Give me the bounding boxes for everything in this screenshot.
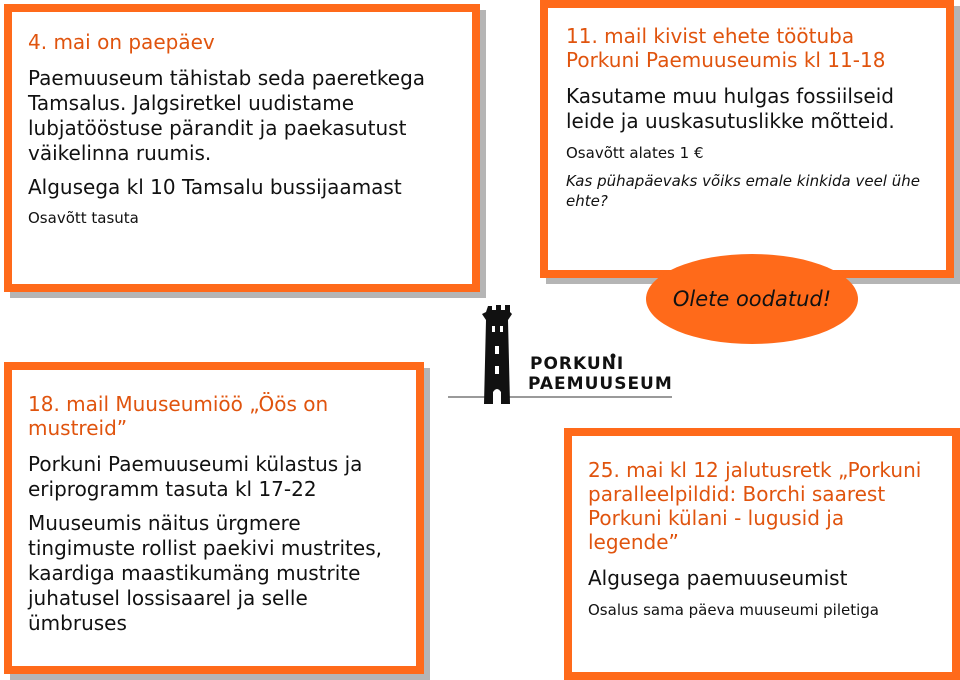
event-card-paepaev bbox=[4, 4, 480, 292]
event-tagline: Kas pühapäevaks võiks emale kinkida veel ühe ehte? bbox=[566, 172, 920, 210]
event-card-walk bbox=[564, 428, 960, 680]
event-title: 18. mail Muuseumiöö „Öös on mustreid” bbox=[28, 392, 329, 440]
welcome-bubble bbox=[646, 254, 858, 344]
event-start-info: Algusega paemuuseumist bbox=[588, 566, 848, 590]
event-price: Osalus sama päeva muuseumi piletiga bbox=[588, 601, 879, 619]
event-card-museum-night bbox=[4, 362, 424, 674]
event-description: Paemuuseum tähistab seda paeretkega Tamsalus. Jalgsiretkel uudistame lubjatööstuse pärandit ja paekasutust väikelinna ruumis. bbox=[28, 66, 426, 165]
event-price: Osavõtt alates 1 € bbox=[566, 144, 704, 162]
event-description: Kasutame muu hulgas fossiilseid leide ja uuskasutuslikke mõtteid. bbox=[566, 84, 895, 133]
event-title: 25. mai kl 12 jalutusretk „Porkuni paralleelpildid: Borchi saarest Porkuni külani - lugusid ja legende” bbox=[588, 458, 922, 554]
welcome-text: Olete oodatud! bbox=[672, 287, 832, 311]
event-price: Osavõtt tasuta bbox=[28, 209, 139, 227]
event-details: Muuseumis näitus ürgmere tingimuste rollist paekivi mustrites, kaardiga maastikumäng mustrite juhatusel lossisaarel ja selle ümbruses bbox=[28, 511, 382, 635]
event-title: 4. mai on paepäev bbox=[28, 30, 215, 54]
logo-line-2: PAEMUUSEUM bbox=[528, 374, 673, 394]
event-card-workshop bbox=[540, 0, 954, 278]
event-start-info: Algusega kl 10 Tamsalu bussijaamast bbox=[28, 175, 402, 199]
event-title: 11. mail kivist ehete töötuba Porkuni Paemuuseumis kl 11-18 bbox=[566, 24, 886, 72]
event-description: Porkuni Paemuuseumi külastus ja eriprogramm tasuta kl 17-22 bbox=[28, 452, 363, 501]
logo-line-1: PORKUNI bbox=[530, 354, 625, 374]
museum-logo bbox=[448, 300, 672, 410]
